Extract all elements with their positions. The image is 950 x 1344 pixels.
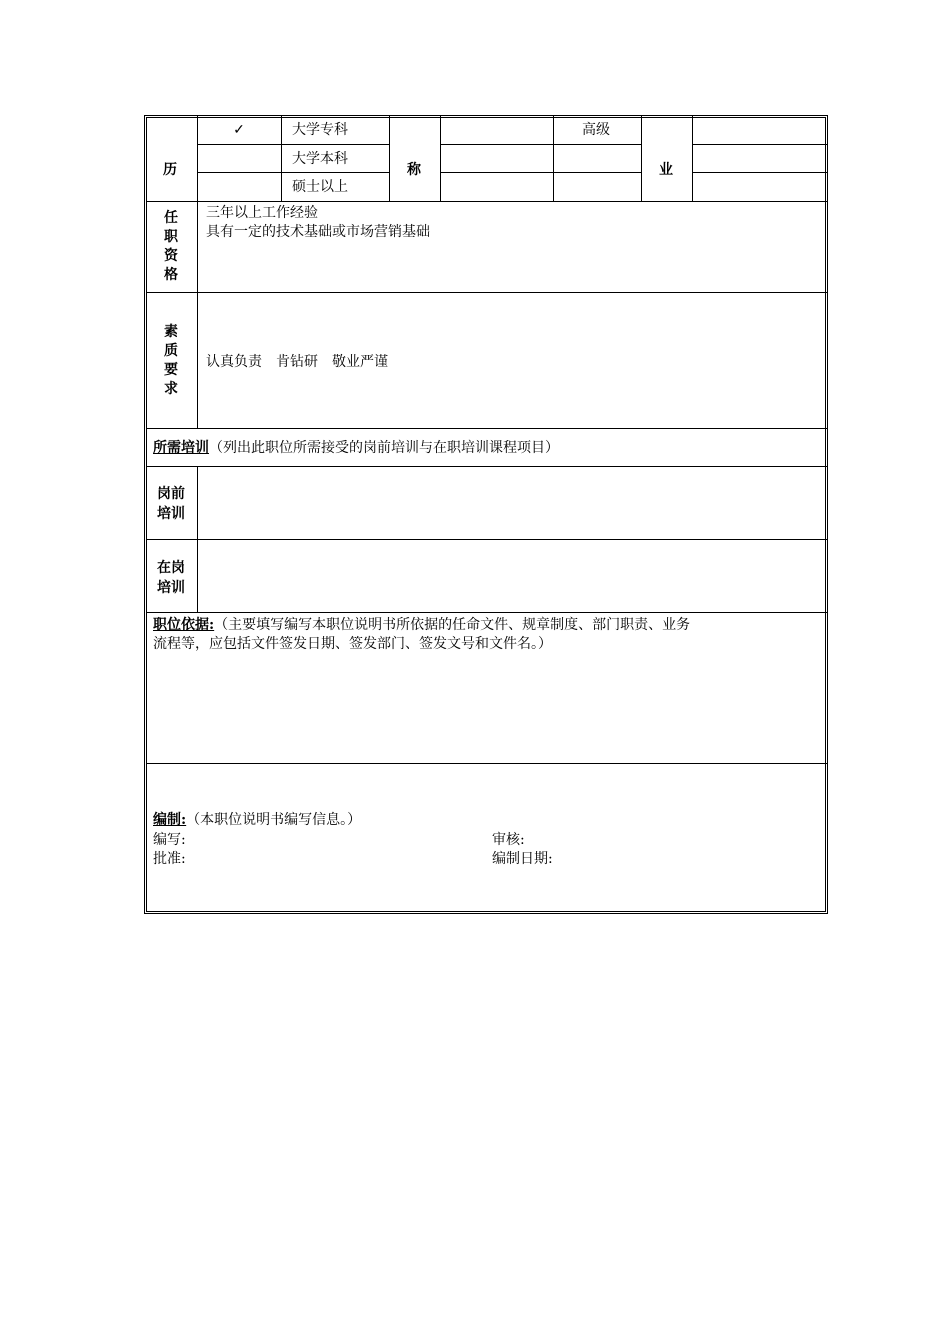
- basis-line-1: （主要填写编写本职位说明书所依据的任命文件、规章制度、部门职责、业务: [214, 617, 691, 633]
- basis-title: 职位依据:: [153, 617, 215, 633]
- on-job-training-label: 在岗培训: [157, 560, 185, 596]
- basis-line-1-wrap: [153, 615, 690, 635]
- qualification-line-1: 三年以上工作经验: [206, 205, 318, 221]
- row-divider: [197, 172, 390, 173]
- col-divider: [281, 116, 282, 201]
- compile-note: （本职位说明书编写信息。）: [186, 812, 362, 828]
- qualification-line-2: 具有一定的技术基础或市场营销基础: [206, 224, 430, 240]
- training-note: （列出此职位所需接受的岗前培训与在职培训课程项目）: [209, 440, 559, 456]
- section-divider: [146, 612, 827, 613]
- col-divider: [197, 292, 198, 428]
- col-divider: [197, 201, 198, 293]
- section-divider: [146, 428, 827, 429]
- reviewer-field-label: 审核:: [492, 832, 525, 848]
- col-divider: [553, 116, 554, 201]
- approver-field-label: 批准:: [153, 851, 186, 867]
- qualification-label: 任职资格: [164, 210, 178, 283]
- education-label: 历: [163, 162, 177, 178]
- training-heading: [153, 438, 559, 458]
- edu-option-bachelor: 大学本科: [292, 151, 348, 167]
- section-divider: [146, 466, 827, 467]
- title-level-senior: 高级: [582, 122, 610, 138]
- edu-option-college: 大学专科: [292, 122, 348, 138]
- row-divider: [692, 172, 827, 173]
- col-divider: [692, 116, 693, 201]
- pre-job-training-label: 岗前培训: [157, 486, 185, 522]
- compile-heading: [153, 810, 361, 830]
- quality-label: 素质要求: [164, 324, 178, 397]
- compile-date-label: 编制日期:: [492, 851, 553, 867]
- compile-title: 编制:: [153, 812, 187, 828]
- row-divider: [692, 144, 827, 145]
- col-divider: [641, 116, 642, 201]
- section-divider: [146, 763, 827, 764]
- quality-text: 认真负责 肯钻研 敬业严谨: [206, 354, 388, 370]
- edu-option-master: 硕士以上: [292, 179, 348, 195]
- section-divider: [146, 201, 827, 202]
- section-divider: [146, 292, 827, 293]
- row-divider: [440, 172, 641, 173]
- title-label: 称: [407, 162, 421, 178]
- basis-line-2: 流程等，应包括文件签发日期、签发部门、签发文号和文件名。）: [153, 636, 552, 652]
- check-mark-icon: ✓: [233, 122, 245, 138]
- row-divider: [440, 144, 641, 145]
- col-divider: [389, 116, 390, 201]
- row-divider: [197, 144, 390, 145]
- training-title: 所需培训: [153, 440, 209, 456]
- section-divider: [146, 539, 827, 540]
- col-divider: [440, 116, 441, 201]
- major-label: 业: [659, 162, 673, 178]
- writer-field-label: 编写:: [153, 832, 186, 848]
